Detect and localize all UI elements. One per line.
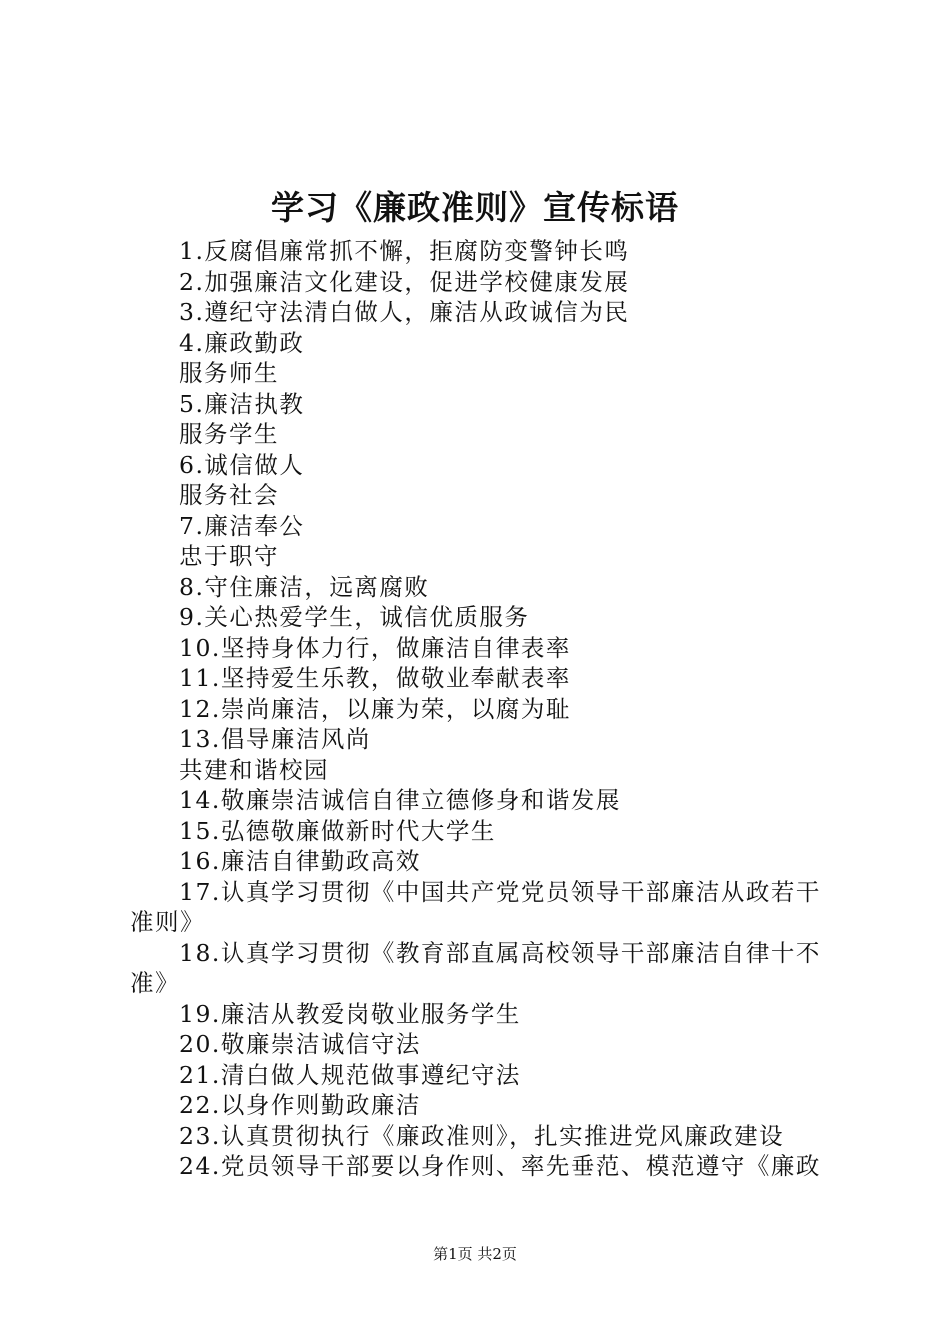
- slogan-line: 23.认真贯彻执行《廉政准则》，扎实推进党风廉政建设: [179, 1121, 785, 1150]
- slogan-line: 14.敬廉崇洁诚信自律立德修身和谐发展: [179, 786, 621, 814]
- slogan-line: 10.坚持身体力行，做廉洁自律表率: [179, 633, 571, 662]
- document-title: 学习《廉政准则》宣传标语: [271, 188, 679, 227]
- slogan-line: 服务社会: [179, 481, 279, 509]
- slogan-line-continuation: 准》: [130, 969, 180, 997]
- slogan-line: 18.认真学习贯彻《教育部直属高校领导干部廉洁自律十不: [179, 938, 821, 967]
- slogan-line: 21.清白做人规范做事遵纪守法: [179, 1060, 521, 1089]
- slogan-line: 15.弘德敬廉做新时代大学生: [179, 816, 496, 845]
- slogan-line: 5.廉洁执教: [179, 389, 305, 418]
- slogan-line: 7.廉洁奉公: [179, 511, 305, 540]
- slogan-line: 11.坚持爱生乐教，做敬业奉献表率: [179, 664, 571, 692]
- slogan-line: 3.遵纪守法清白做人，廉洁从政诚信为民: [179, 298, 630, 326]
- slogan-line: 13.倡导廉洁风尚: [179, 725, 371, 753]
- slogan-line: 20.敬廉崇洁诚信守法: [179, 1030, 421, 1058]
- slogan-line: 9.关心热爱学生，诚信优质服务: [179, 603, 530, 631]
- slogan-line: 忠于职守: [179, 542, 279, 570]
- slogan-line: 17.认真学习贯彻《中国共产党党员领导干部廉洁从政若干: [179, 877, 821, 906]
- slogan-line: 服务学生: [179, 420, 279, 448]
- slogan-line: 22.以身作则勤政廉洁: [179, 1091, 421, 1119]
- slogan-line: 服务师生: [179, 359, 279, 387]
- slogan-line: 2.加强廉洁文化建设，促进学校健康发展: [179, 267, 630, 296]
- slogan-line: 8.守住廉洁，远离腐败: [179, 572, 430, 601]
- slogan-line: 6.诚信做人: [179, 450, 305, 479]
- document-body: [130, 236, 835, 1182]
- slogan-line: 12.崇尚廉洁，以廉为荣，以腐为耻: [179, 694, 571, 723]
- slogan-line: 4.廉政勤政: [179, 328, 305, 357]
- slogan-line: 1.反腐倡廉常抓不懈，拒腐防变警钟长鸣: [179, 237, 630, 265]
- slogan-line: 24.党员领导干部要以身作则、率先垂范、模范遵守《廉政: [179, 1152, 821, 1180]
- slogan-line: 16.廉洁自律勤政高效: [179, 847, 421, 875]
- slogan-line: 共建和谐校园: [179, 755, 329, 784]
- page-number-footer: 第1页 共2页: [433, 1245, 517, 1263]
- slogan-line: 19.廉洁从教爱岗敬业服务学生: [179, 999, 521, 1028]
- slogan-line-continuation: 准则》: [130, 908, 205, 936]
